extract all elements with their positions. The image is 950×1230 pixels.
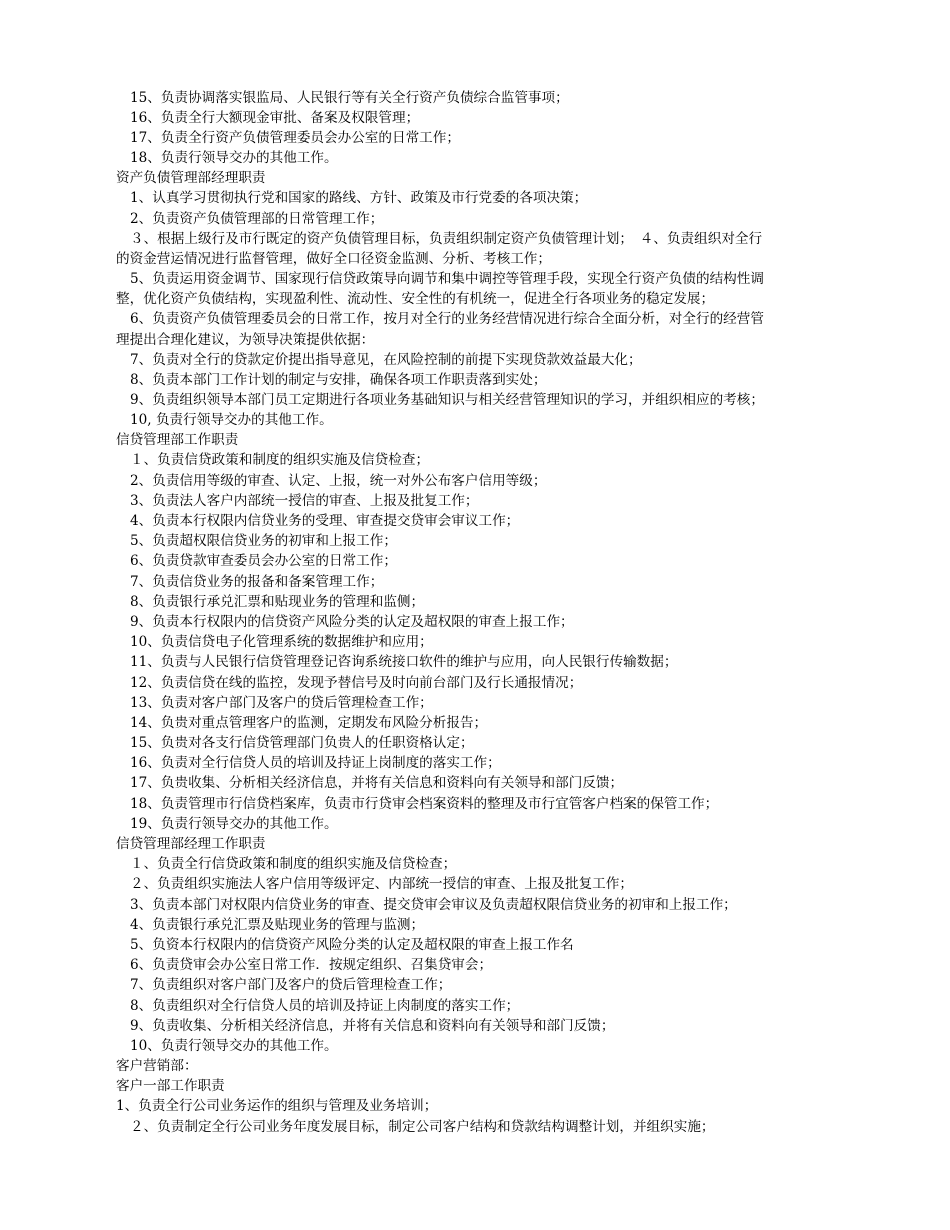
text-line: 13、负责对客户部门及客户的贷后管理检查工作； — [130, 695, 433, 711]
text-line: １、负责信贷政策和制度的组织实施及信贷检查； — [130, 452, 430, 468]
text-line: 9、负责本行权限内的信贷资产风险分类的认定及超权限的审查上报工作； — [130, 614, 574, 630]
section-heading: 资产负债管理部经理职责 — [116, 170, 266, 186]
text-line: 5、负资本行权限内的信贷资产风险分类的认定及超权限的审查上报工作名 — [130, 937, 574, 953]
section-heading: 客户营销部： — [116, 1058, 198, 1074]
text-line: 11、负责与人民银行信贷管理登记咨询系统接口软件的维护与应用，向人民银行传输数据； — [130, 654, 678, 670]
text-line: 15、负贵对各支行信贷管理部门负贵人的任职资格认定； — [130, 735, 474, 751]
text-line: 8、负责本部门工作计划的制定与安排，确保各项工作职责落到实处； — [130, 372, 547, 388]
text-line: 6、负责贷审会办公室日常工作．按规定组织、召集贷审会； — [130, 957, 493, 973]
text-line: 5、负责运用资金调节、国家现行信贷政策导向调节和集中调控等管理手段，实现全行资产负债的结构性调 — [130, 271, 764, 287]
text-line: 4、负责本行权限内信贷业务的受理、审查提交贷审会审议工作； — [130, 513, 520, 529]
text-line: 10、负责信贷电子化管理系统的数据维护和应用； — [130, 634, 433, 650]
text-line: 7、负责信贷业务的报备和备案管理工作； — [130, 574, 384, 590]
text-line: 6、负责资产负债管理委员会的日常工作，按月对全行的业务经营情况进行综合全面分析，对全行的经营管 — [130, 311, 764, 327]
text-line: 15、负责协调落实银监局、人民银行等有关全行资产负债综合监管事项； — [130, 90, 569, 106]
text-line: 10, 负责行领导交办的其他工作。 — [130, 412, 333, 428]
text-line: 3、负责本部门对权限内信贷业务的审查、提交贷审会审议及负责超权限信贷业务的初审和上报工作； — [130, 897, 737, 913]
text-line: 10、负责行领导交办的其他工作。 — [130, 1038, 338, 1054]
text-line: 2、负责资产负债管理部的日常管理工作； — [130, 211, 384, 227]
text-line: 的资金营运情况进行监督管理，做好全口径资金监测、分析、考核工作； — [116, 251, 551, 267]
text-line: 14、负贵对重点管理客户的监测，定期发布风险分析报告； — [130, 715, 488, 731]
text-line: 2、负责信用等级的审查、认定、上报，统一对外公布客户信用等级； — [130, 473, 547, 489]
section-heading: 客户一部工作职责 — [116, 1078, 225, 1094]
text-line: 1、负责全行公司业务运作的组织与管理及业务培训； — [116, 1098, 438, 1114]
text-line: 5、负责超权限信贷业务的初审和上报工作； — [130, 533, 397, 549]
text-line: 9、负责收集、分析相关经济信息，并将有关信息和资料向有关领导和部门反馈； — [130, 1018, 615, 1034]
text-line: ２、负责组织实施法人客户信用等级评定、内部统一授信的审查、上报及批复工作； — [130, 876, 633, 892]
section-heading: 信贷管理部工作职责 — [116, 432, 239, 448]
text-line: 3、负责法人客户内部统一授信的审查、上报及批复工作； — [130, 493, 479, 509]
text-line: 18、负责行领导交办的其他工作。 — [130, 150, 338, 166]
text-line: 18、负责管理市行信贷档案库，负责市行贷审会档案资料的整理及市行宜管客户档案的保管工作； — [130, 796, 719, 812]
text-line: 6、负责贷款审查委员会办公室的日常工作； — [130, 553, 397, 569]
text-line: 7、负责组织对客户部门及客户的贷后管理检查工作； — [130, 977, 452, 993]
section-heading: 信贷管理部经理工作职责 — [116, 836, 266, 852]
text-line: 1、认真学习贯彻执行党和国家的路线、方针、政策及市行党委的各项决策； — [130, 190, 588, 206]
text-line: 19、负责行领导交办的其他工作。 — [130, 816, 338, 832]
text-line: 4、负责银行承兑汇票及贴现业务的管理与监测； — [130, 917, 425, 933]
text-line: １、负责全行信贷政策和制度的组织实施及信贷检查； — [130, 856, 457, 872]
text-line: ２、负责制定全行公司业务年度发展目标，制定公司客户结构和贷款结构调整计划，并组织实施； — [130, 1119, 715, 1135]
text-line: 12、负责信贷在线的监控，发现予替信号及时向前台部门及行长通报情况； — [130, 675, 583, 691]
text-line: 16、负责全行大额现金审批、备案及权限管理； — [130, 110, 420, 126]
text-line: 16、负责对全行信贷人员的培训及持证上岗制度的落实工作； — [130, 755, 501, 771]
text-line: ３、根据上级行及市行既定的资产负债管理目标，负责组织制定资产负债管理计划； ４、负责组织对全行 — [130, 231, 763, 247]
text-line: 整，优化资产负债结构，实现盈利性、流动性、安全性的有机统一，促进全行各项业务的稳定发展； — [116, 291, 715, 307]
text-line: 7、负责对全行的贷款定价提出指导意见，在风险控制的前提下实现贷款效益最大化； — [130, 352, 642, 368]
text-line: 9、负责组织领导本部门员工定期进行各项业务基础知识与相关经营管理知识的学习，并组织相应的考核； — [130, 392, 764, 408]
text-line: 17、负责全行资产负债管理委员会办公室的日常工作； — [130, 130, 460, 146]
text-line: 8、负责银行承兑汇票和贴现业务的管理和监侧； — [130, 594, 425, 610]
text-line: 8、负责组织对全行信贷人员的培训及持证上肉制度的落实工作； — [130, 998, 520, 1014]
text-line: 理提出合理化建议，为领导决策提供依据： — [116, 332, 375, 348]
text-line: 17、负贵收集、分析相关经济信息，并将有关信息和资料向有关领导和部门反馈； — [130, 775, 624, 791]
